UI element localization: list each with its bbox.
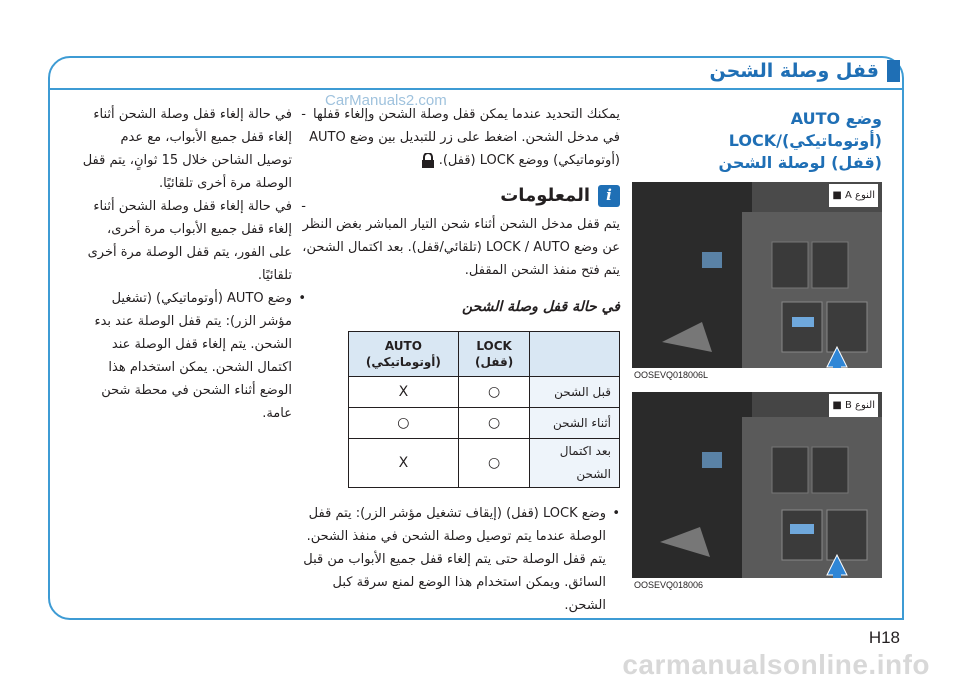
- table-header-row: [349, 332, 620, 377]
- table-header-lock: LOCK (قفل): [458, 332, 530, 377]
- row-lock-value: ○: [458, 439, 530, 488]
- figure-tag: النوع A ■: [829, 184, 878, 207]
- row-lock-value: ○: [458, 377, 530, 408]
- auto-mode-bullet: • وضع AUTO (أوتوماتيكي) (تشغيل مؤشر الزر): يتم قفل الوصلة عند بدء الشحن. يتم إلغاء قفل الوصلة عند اكتمال الشحن. يمكن استخدام هذا الوضع أثناء الشحن في محطة شحن عامة.: [82, 287, 306, 425]
- row-auto-value: ○: [349, 408, 459, 439]
- row-lock-value: ○: [458, 408, 530, 439]
- charge-lock-icon: [421, 153, 435, 169]
- text-column-main: [300, 103, 620, 617]
- footer-logo: carmanualsonline.info: [622, 649, 930, 680]
- header-rule: [48, 88, 902, 90]
- section-title: قفل وصلة الشحن: [709, 60, 879, 82]
- row-label: قبل الشحن: [530, 377, 620, 408]
- dashboard-switch-illustration: [632, 182, 882, 382]
- table-row: [349, 439, 620, 488]
- table-row: [349, 377, 620, 408]
- figure-tag: النوع B ■: [829, 394, 878, 417]
- intro-paragraph: [300, 103, 620, 172]
- mode-heading: [632, 108, 882, 174]
- figure-caption: OOSEVQ018006L: [632, 368, 882, 382]
- info-label: المعلومات: [500, 185, 590, 206]
- table-header-auto: AUTO (أوتوماتيكي): [349, 332, 459, 377]
- dashboard-switch-illustration: [632, 392, 882, 592]
- mode-heading-line2: (قفل) لوصلة الشحن: [718, 153, 882, 172]
- state-table-title: في حالة قفل وصلة الشحن: [461, 299, 620, 315]
- table-row: [349, 408, 620, 439]
- figure-type-a: [632, 182, 882, 382]
- lock-state-table: [348, 331, 620, 488]
- section-header: [709, 58, 900, 84]
- info-icon: i: [598, 185, 620, 207]
- section-header-bar: [887, 60, 900, 82]
- row-label: أثناء الشحن: [530, 408, 620, 439]
- row-label: بعد اكتمال الشحن: [530, 439, 620, 488]
- row-auto-value: X: [349, 439, 459, 488]
- figure-caption: OOSEVQ018006: [632, 578, 882, 592]
- table-header-empty: [530, 332, 620, 377]
- dash-item-1: - في حالة إلغاء قفل وصلة الشحن أثناء إلغاء قفل جميع الأبواب، مع عدم توصيل الشاحن خلال 15 ثوانٍ، يتم قفل الوصلة مرة أخرى تلقائيًا.: [82, 103, 306, 195]
- watermark: CarManuals2.com: [325, 92, 447, 109]
- text-column-continued: [82, 103, 306, 425]
- info-title: [300, 184, 620, 207]
- page-number: H18: [868, 628, 900, 647]
- figure-column: [632, 108, 882, 602]
- intro-text: يمكنك التحديد عندما يمكن قفل وصلة الشحن وإلغاء قفلها في مدخل الشحن. اضغط على زر للتبديل بين وضع AUTO (أوتوماتيكي) ووضع LOCK (قفل).: [309, 107, 620, 168]
- figure-type-b: [632, 392, 882, 592]
- mode-heading-line1: وضع AUTO (أوتوماتيكي)/LOCK: [728, 109, 882, 150]
- info-text: يتم قفل مدخل الشحن أثناء شحن التيار المباشر بغض النظر عن وضع LOCK / AUTO (تلقائي/قفل). بعد اكتمال الشحن، يتم فتح منفذ الشحن المقفل.: [302, 217, 620, 278]
- dash-item-2: - في حالة إلغاء قفل وصلة الشحن أثناء إلغاء قفل جميع الأبواب مرة أخرى، على الفور، يتم قفل الوصلة مرة أخرى تلقائيًا.: [82, 195, 306, 287]
- row-auto-value: X: [349, 377, 459, 408]
- lock-mode-bullet: • وضع LOCK (قفل) (إيقاف تشغيل مؤشر الزر): يتم قفل الوصلة عندما يتم توصيل وصلة الشحن في منفذ الشحن. يتم قفل الوصلة حتى يتم إلغاء قفل جميع الأبواب من قبل السائق. ويمكن استخدام هذا الوضع لمنع سرقة كبل الشحن.: [300, 502, 620, 617]
